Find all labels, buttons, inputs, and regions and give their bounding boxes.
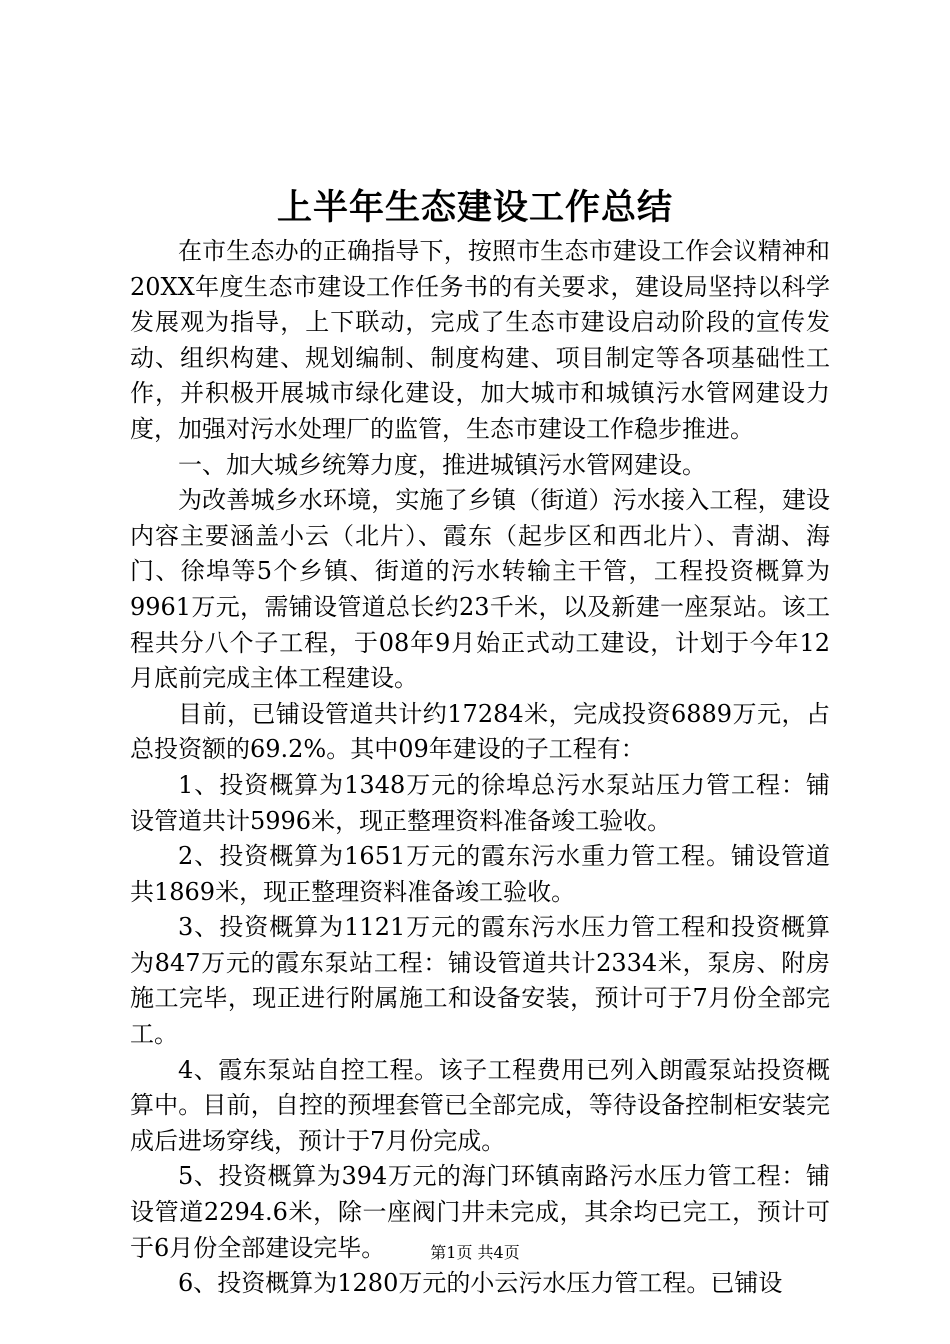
document-body: [130, 234, 830, 1302]
paragraph-item-6: 6、投资概算为1280万元的小云污水压力管工程。已铺设: [178, 1269, 783, 1298]
page-footer: 第1页 共4页: [430, 1243, 520, 1262]
paragraph-item-5: 5、投资概算为394万元的海门环镇南路污水压力管工程：铺设管道2294.6米，除一座阀门井未完成，其余均已完工，预计可于6月份全部建设完毕。: [130, 1162, 830, 1262]
paragraph-section-heading: 一、加大城乡统筹力度，推进城镇污水管网建设。: [178, 450, 706, 479]
paragraph-project-overview: 为改善城乡水环境，实施了乡镇（街道）污水接入工程，建设内容主要涵盖小云（北片）、霞东（起步区和西北片）、青湖、海门、徐埠等5个乡镇、街道的污水转输主干管，工程投资概算为9961万元，需铺设管道总长约23千米，以及新建一座泵站。该工程共分八个子工程，于08年9月始正式动工建设，计划于今年12月底前完成主体工程建设。: [130, 486, 830, 693]
paragraph-item-2: 2、投资概算为1651万元的霞东污水重力管工程。铺设管道共1869米，现正整理资料准备竣工验收。: [130, 842, 830, 906]
paragraph-item-1: 1、投资概算为1348万元的徐埠总污水泵站压力管工程：铺设管道共计5996米，现正整理资料准备竣工验收。: [130, 770, 830, 835]
paragraph-progress: 目前，已铺设管道共计约17284米，完成投资6889万元，占总投资额的69.2%。其中09年建设的子工程有：: [130, 699, 830, 764]
document-title: 上半年生态建设工作总结: [276, 187, 673, 228]
paragraph-item-4: 4、霞东泵站自控工程。该子工程费用已列入朗霞泵站投资概算中。目前，自控的预埋套管已全部完成，等待设备控制柜安装完成后进场穿线，预计于7月份完成。: [130, 1055, 830, 1155]
paragraph-intro: 在市生态办的正确指导下，按照市生态市建设工作会议精神和20XX年度生态市建设工作任务书的有关要求，建设局坚持以科学发展观为指导，上下联动，完成了生态市建设启动阶段的宣传发动、组织构建、规划编制、制度构建、项目制定等各项基础性工作，并积极开展城市绿化建设，加大城市和城镇污水管网建设力度，加强对污水处理厂的监管，生态市建设工作稳步推进。: [130, 237, 830, 443]
paragraph-item-3: 3、投资概算为1121万元的霞东污水压力管工程和投资概算为847万元的霞东泵站工程：铺设管道共计2334米，泵房、附房施工完毕，现正进行附属施工和设备安装，预计可于7月份全部完工。: [130, 913, 830, 1049]
